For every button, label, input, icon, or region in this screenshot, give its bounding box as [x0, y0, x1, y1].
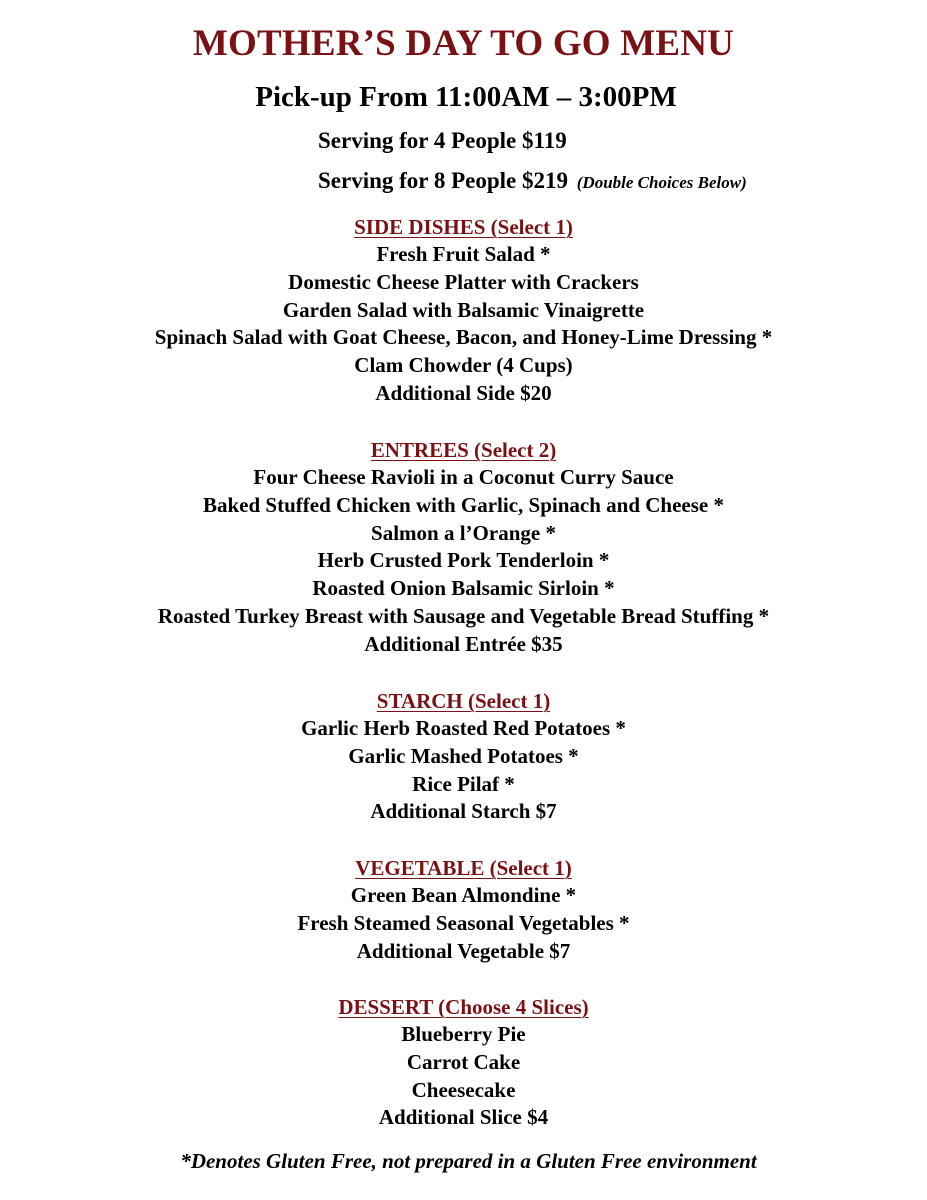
menu-item: Additional Side $20	[375, 380, 552, 405]
menu-item: Additional Vegetable $7	[356, 938, 571, 963]
menu-item: Fresh Steamed Seasonal Vegetables *	[297, 910, 630, 935]
section-heading-dessert: DESSERT (Choose 4 Slices)	[338, 995, 589, 1019]
menu-item: Blueberry Pie	[401, 1022, 526, 1046]
menu-item: Roasted Onion Balsamic Sirloin *	[312, 576, 615, 601]
menu-item: Carrot Cake	[406, 1049, 521, 1074]
section-heading-vegetable: VEGETABLE (Select 1)	[355, 856, 572, 880]
section-vegetable	[0, 854, 927, 965]
serving-eight-price: Serving for 8 People $219	[318, 168, 568, 193]
menu-item: Herb Crusted Pork Tenderloin *	[317, 548, 610, 573]
menu-item: Additional Slice $4	[378, 1105, 549, 1130]
section-starch	[0, 687, 927, 826]
menu-item: Spinach Salad with Goat Cheese, Bacon, and Honey-Lime Dressing *	[154, 325, 773, 350]
menu-item: Four Cheese Ravioli in a Coconut Curry Sauce	[253, 465, 674, 489]
serving-eight-line	[318, 165, 747, 199]
menu-item: Clam Chowder (4 Cups)	[354, 353, 573, 378]
menu-item: Rice Pilaf *	[412, 771, 515, 796]
pickup-hours: Pick-up From 11:00AM – 3:00PM	[255, 81, 677, 113]
menu-item: Additional Starch $7	[370, 799, 557, 824]
menu-item: Green Bean Almondine *	[350, 883, 577, 907]
section-heading-entrees: ENTREES (Select 2)	[370, 438, 557, 462]
menu-item: Garlic Herb Roasted Red Potatoes *	[301, 716, 626, 740]
serving-four-price: Serving for 4 People $119	[318, 128, 567, 153]
menu-item: Fresh Fruit Salad *	[376, 242, 551, 266]
menu-item: Salmon a l’Orange *	[371, 520, 556, 545]
menu-item: Garlic Mashed Potatoes *	[348, 743, 579, 768]
menu-item: Domestic Cheese Platter with Crackers	[288, 269, 639, 294]
section-side-dishes	[0, 213, 927, 408]
section-heading	[0, 854, 927, 882]
section-heading	[0, 687, 927, 715]
section-heading	[0, 993, 927, 1021]
menu-item: Baked Stuffed Chicken with Garlic, Spinach and Cheese *	[203, 492, 724, 517]
serving-eight-note: (Double Choices Below)	[576, 173, 747, 192]
menu-item: Roasted Turkey Breast with Sausage and Vegetable Bread Stuffing *	[157, 603, 770, 628]
section-heading	[0, 436, 927, 464]
section-entrees	[0, 436, 927, 659]
menu-item: Additional Entrée $35	[364, 631, 563, 656]
menu-item: Cheesecake	[411, 1077, 516, 1102]
gluten-free-footnote: *Denotes Gluten Free, not prepared in a Gluten Free environment	[180, 1149, 757, 1173]
section-heading-side-dishes: SIDE DISHES (Select 1)	[354, 215, 573, 239]
section-heading-starch: STARCH (Select 1)	[376, 689, 551, 713]
menu-title: MOTHER’S DAY TO GO MENU	[192, 23, 735, 64]
section-heading	[0, 213, 927, 241]
section-dessert	[0, 993, 927, 1132]
menu-item: Garden Salad with Balsamic Vinaigrette	[282, 297, 645, 322]
